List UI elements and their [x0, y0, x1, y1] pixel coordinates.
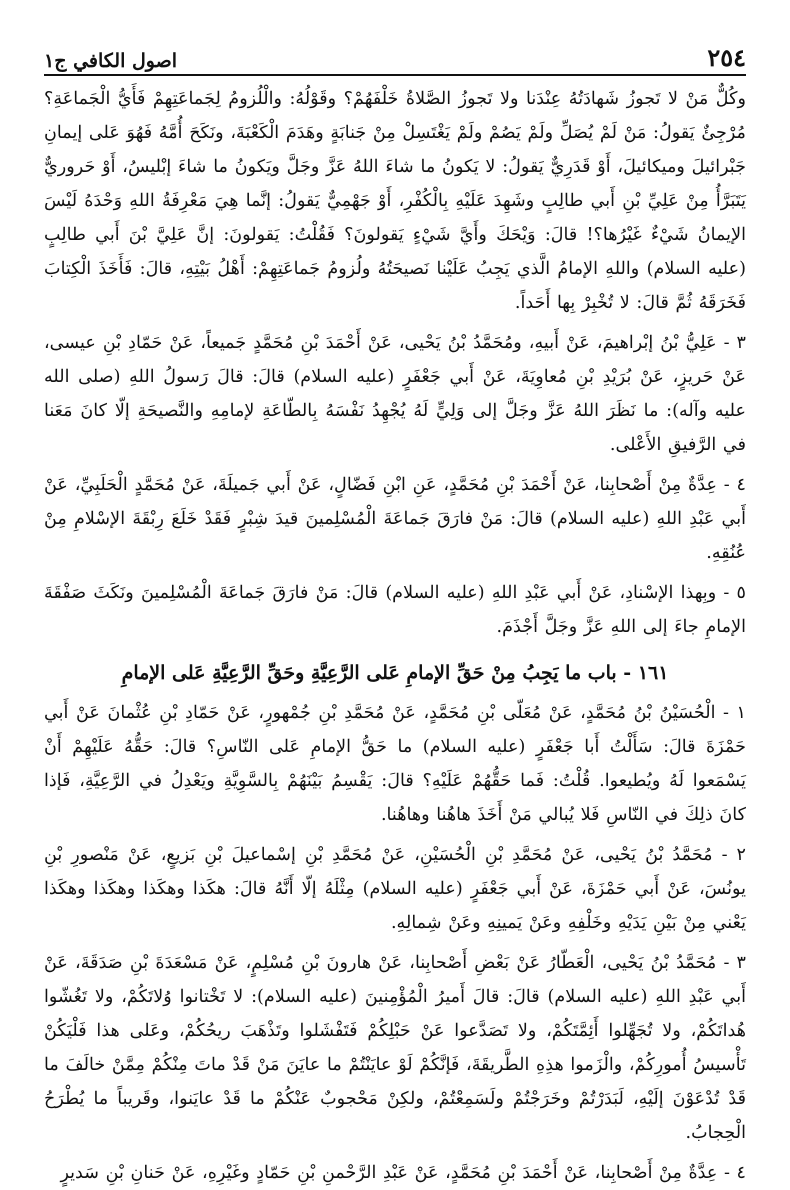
hadith-4: ٤ - عِدَّةٌ مِنْ أَصْحابِنا، عَنْ أَحْمَدَ بْنِ مُحَمَّدٍ، عَنِ ابْنِ فَضّالٍ، عَنْ أَبي جَميلَةَ، عَنْ مُحَمَّدٍ الْحَلَبِيِّ، عَنْ أَبي عَبْدِ اللهِ (عليه السلام) قالَ: مَنْ فارَقَ جَماعَةَ الْمُسْلِمينَ قيدَ شِبْرٍ فَقَدْ خَلَعَ رِبْقَةَ الإسْلامِ مِنْ عُنُقِهِ.	[44, 475, 746, 563]
running-header	[44, 36, 746, 76]
chapter-hadith-1: ١ - الْحُسَيْنُ بْنُ مُحَمَّدٍ، عَنْ مُعَلّى بْنِ مُحَمَّدٍ، عَنْ مُحَمَّدِ بْنِ جُمْهورٍ، عَنْ حَمّادِ بْنِ عُثْمانَ عَنْ أَبي حَمْزَةَ قالَ: سَأَلْتُ أَبا جَعْفَرٍ (عليه السلام) ما حَقُّ الإمامِ عَلى النّاسِ؟ قالَ: حَقُّهُ عَلَيْهِمْ أَنْ يَسْمَعوا لَهُ ويُطيعوا. قُلْتُ: فَما حَقُّهُمْ عَلَيْهِ؟ قالَ: يَقْسِمُ بَيْنَهُمْ بِالسَّوِيَّةِ ويَعْدِلُ في الرَّعِيَّةِ، فَإذا كانَ ذلِكَ في النّاسِ فَلا يُبالي مَنْ أَخَذَ هاهُنا وهاهُنا.	[44, 703, 746, 825]
hadith-5: ٥ - وبِهذا الإسْنادِ، عَنْ أَبي عَبْدِ اللهِ (عليه السلام) قالَ: مَنْ فارَقَ جَماعَةَ الْمُسْلِمينَ ونَكَثَ صَفْقَةَ الإمامِ جاءَ إلى اللهِ عَزَّ وجَلَّ أَجْذَمَ.	[44, 583, 746, 637]
book-title: اصول الكافي ج١	[44, 50, 178, 72]
body-text	[44, 82, 746, 1190]
chapter-hadith-4: ٤ - عِدَّةٌ مِنْ أَصْحابِنا، عَنْ أَحْمَدَ بْنِ مُحَمَّدٍ، عَنْ عَبْدِ الرَّحْمنِ بْنِ حَمّادٍ وغَيْرِهِ، عَنْ حَنانِ بْنِ سَديرٍ	[60, 1163, 746, 1183]
chapter-hadith-3: ٣ - مُحَمَّدُ بْنُ يَحْيى، الْعَطّارُ عَنْ بَعْضِ أَصْحابِنا، عَنْ هارونَ بْنِ مُسْلِمٍ، عَنْ مَسْعَدَةَ بْنِ صَدَقَةَ، عَنْ أَبي عَبْدِ اللهِ (عليه السلام) قالَ: قالَ أَميرُ الْمُؤْمِنينَ (عليه السلام): لا تَخْتانوا وُلاتَكُمْ، ولا تَغُشّوا هُداتَكُمْ، ولا تُجَهِّلوا أَئِمَّتَكُمْ، ولا تَصَدَّعوا عَنْ حَبْلِكُمْ فَتَفْشَلوا وتَذْهَبَ ريحُكُمْ، وعَلى هذا فَلْيَكُنْ تَأْسيسُ أُمورِكُمْ، والْزَموا هذِهِ الطَّريقَةَ، فَإنَّكُمْ لَوْ عايَنْتُمْ ما عايَنَ مَنْ قَدْ ماتَ مِنْكُمْ مِمَّنْ خالَفَ ما قَدْ تُدْعَوْنَ إلَيْهِ، لَبَدَرْتُمْ وخَرَجْتُمْ ولَسَمِعْتُمْ، ولكِنْ مَحْجوبٌ عَنْكُمْ ما قَدْ عايَنوا، وقَريباً ما يُطْرَحُ الْحِجابُ.	[44, 953, 746, 1143]
chapter-heading: ١٦١ - باب ما يَجِبُ مِنْ حَقِّ الإمامِ عَلى الرَّعِيَّةِ وحَقِّ الرَّعِيَّةِ عَلى الإمامِ	[121, 662, 669, 684]
page-number: ٢٥٤	[707, 43, 746, 72]
paragraph-continuation: وكُلٌّ مَنْ لا تَجوزُ شَهادَتُهُ عِنْدَنا ولا تَجوزُ الصَّلاةُ خَلْفَهُمْ؟ وقَوْلُهُ: والْلُزومُ لِجَماعَتِهِمْ فَأَيُّ الْجَماعَةِ؟ مُرْجِئٌ يَقولُ: مَنْ لَمْ يُصَلِّ ولَمْ يَصُمْ ولَمْ يَغْتَسِلْ مِنْ جَنابَةٍ وهَدَمَ الْكَعْبَةَ، ونَكَحَ أُمَّهُ فَهُوَ عَلى إيمانِ جَبْرائيلَ وميكائيلَ، أَوْ قَدَرِيٌّ يَقولُ: لا يَكونُ ما شاءَ اللهُ عَزَّ وجَلَّ ويَكونُ ما شاءَ إبْليسُ، أَوْ حَروريٌّ يَتَبَرَّأُ مِنْ عَلِيِّ بْنِ أَبي طالِبٍ وشَهِدَ عَلَيْهِ بِالْكُفْرِ، أَوْ جَهْمِيٌّ يَقولُ: إنَّما هِيَ مَعْرِفَةُ اللهِ وَحْدَهُ لَيْسَ الإيمانُ شَيْءٌ غَيْرُها؟! قالَ: وَيْحَكَ وأَيَّ شَيْءٍ يَقولونَ؟ فَقُلْتُ: يَقولونَ: إنَّ عَلِيَّ بْنَ أَبي طالِبٍ (عليه السلام) واللهِ الإمامُ الَّذي يَجِبُ عَلَيْنا نَصيحَتُهُ ولُزومُ جَماعَتِهِمْ: أَهْلُ بَيْتِهِ، قالَ: فَأَخَذَ الْكِتابَ فَخَرَقَهُ ثُمَّ قالَ: لا تُخْبِرْ بِها أَحَداً.	[44, 89, 746, 313]
hadith-3: ٣ - عَلِيُّ بْنُ إبْراهيمَ، عَنْ أَبيهِ، ومُحَمَّدُ بْنُ يَحْيى، عَنْ أَحْمَدَ بْنِ مُحَمَّدٍ جَميعاً، عَنْ حَمّادِ بْنِ عيسى، عَنْ حَريزٍ، عَنْ بُرَيْدِ بْنِ مُعاوِيَةَ، عَنْ أَبي جَعْفَرٍ (عليه السلام) قالَ: قالَ رَسولُ اللهِ (صلى الله عليه وآله): ما نَظَرَ اللهُ عَزَّ وجَلَّ إلى وَلِيٍّ لَهُ يُجْهِدُ نَفْسَهُ بِالطّاعَةِ لإمامِهِ والنَّصيحَةِ إلّا كانَ مَعَنا في الرَّفيقِ الأَعْلى.	[44, 333, 746, 455]
chapter-hadith-2: ٢ - مُحَمَّدُ بْنُ يَحْيى، عَنْ مُحَمَّدِ بْنِ الْحُسَيْنِ، عَنْ مُحَمَّدِ بْنِ إسْماعيلَ بْنِ بَزيعٍ، عَنْ مَنْصورِ بْنِ يونُسَ، عَنْ أَبي حَمْزَةَ، عَنْ أَبي جَعْفَرٍ (عليه السلام) مِثْلَهُ إلّا أَنَّهُ قالَ: هكَذا وهكَذا وهكَذا وهكَذا يَعْني مِنْ بَيْنِ يَدَيْهِ وخَلْفِهِ وعَنْ يَمينِهِ وعَنْ شِمالِهِ.	[44, 845, 746, 933]
